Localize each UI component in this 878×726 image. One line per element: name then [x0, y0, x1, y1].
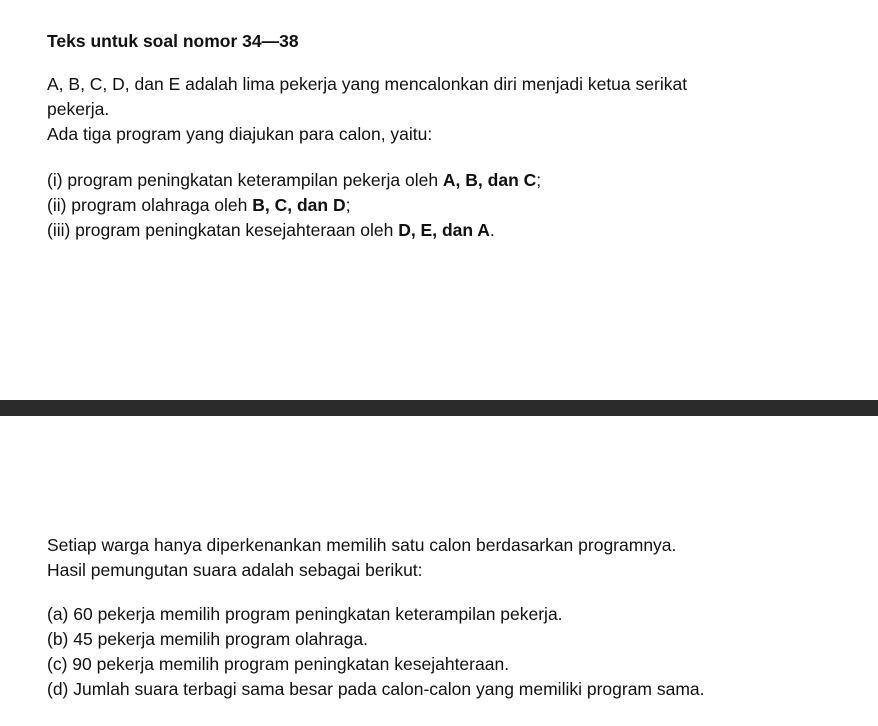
results-intro: Hasil pemungutan suara adalah sebagai berikut:: [47, 560, 423, 580]
section-heading: Teks untuk soal nomor 34—38: [47, 31, 299, 51]
program-item: [47, 218, 847, 243]
program-item-text: (iii) program peningkatan kesejahteraan oleh: [47, 220, 399, 240]
program-item-text: (i) program peningkatan keterampilan pekerja oleh: [47, 170, 443, 190]
programs-intro: Ada tiga program yang diajukan para calon, yaitu:: [47, 124, 433, 144]
program-list: [47, 168, 847, 243]
program-item: [47, 168, 847, 193]
program-item-punct: ;: [345, 195, 351, 215]
program-item-punct: .: [489, 220, 495, 240]
program-item-text: (ii) program olahraga oleh: [47, 195, 253, 215]
program-candidates: D, E, dan A: [398, 220, 490, 240]
result-item: (d) Jumlah suara terbagi sama besar pada calon-calon yang memiliki program sama.: [47, 679, 705, 699]
result-item: (b) 45 pekerja memilih program olahraga.: [47, 629, 368, 649]
program-item-punct: ;: [536, 170, 542, 190]
intro-line: pekerja.: [47, 99, 110, 119]
result-item: (a) 60 pekerja memilih program peningkatan keterampilan pekerja.: [47, 604, 563, 624]
result-item: (c) 90 pekerja memilih program peningkatan kesejahteraan.: [47, 654, 510, 674]
intro-line: A, B, C, D, dan E adalah lima pekerja yang mencalonkan diri menjadi ketua serikat: [47, 74, 688, 94]
voting-rule: Setiap warga hanya diperkenankan memilih satu calon berdasarkan programnya.: [47, 535, 677, 555]
program-candidates: A, B, dan C: [442, 170, 537, 190]
page-separator: [0, 400, 878, 416]
program-item: [47, 193, 847, 218]
voting-rule-paragraph: [47, 533, 847, 583]
intro-paragraph: [47, 72, 847, 122]
program-candidates: B, C, dan D: [252, 195, 346, 215]
results-list: [47, 602, 847, 702]
